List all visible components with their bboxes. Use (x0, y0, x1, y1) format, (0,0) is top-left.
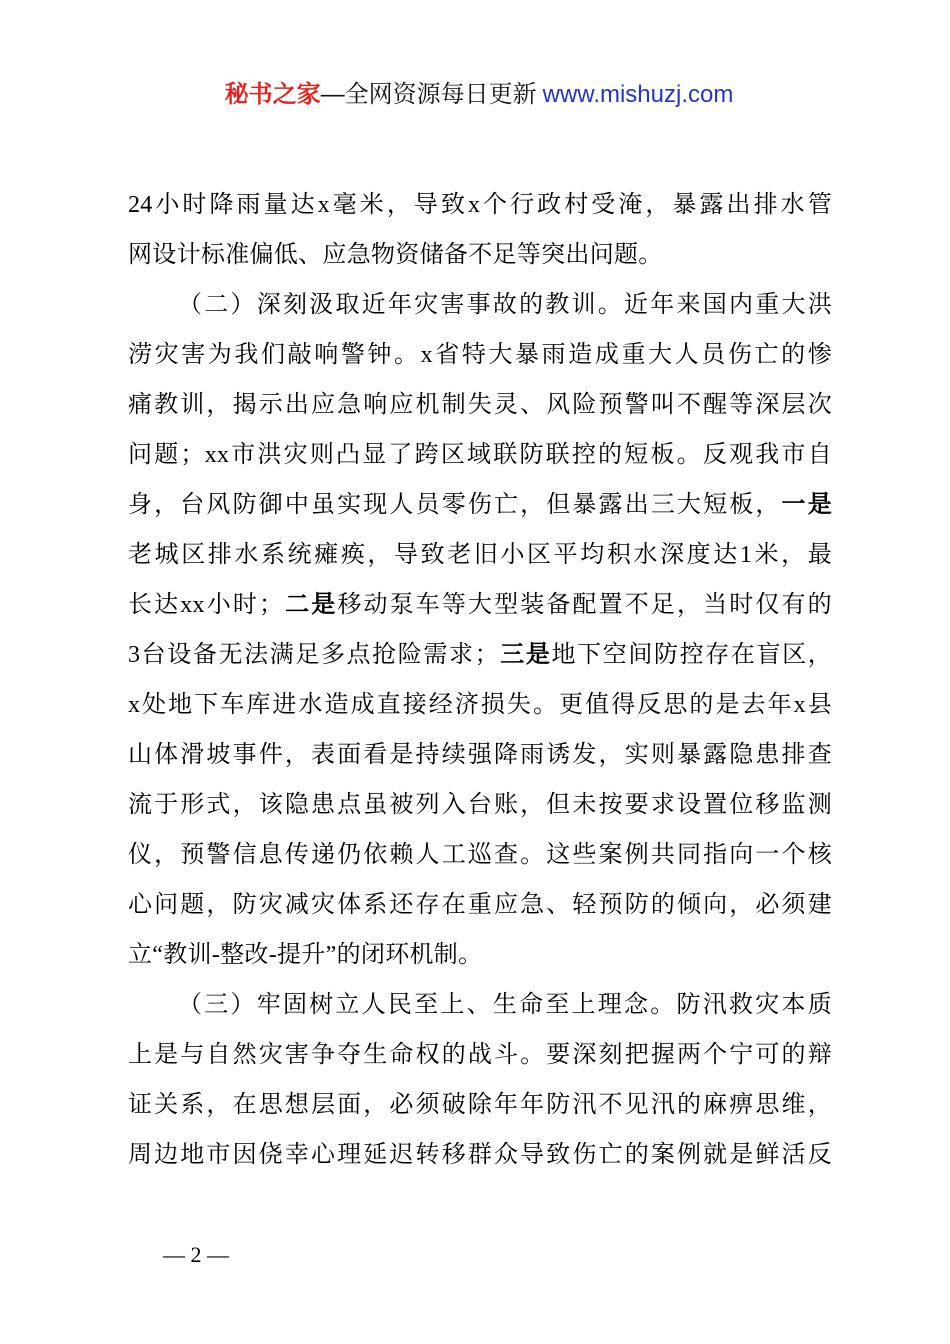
text-line: 痛教训，揭示出应急响应机制失灵、风险预警叫不醒等深层次 (128, 392, 832, 418)
emphasis-marker: 三是 (498, 642, 552, 668)
text-segment: 身，台风防御中虽实现人员零伤亡，但暴露出三大短板， (128, 492, 782, 518)
text-segment: 长达xx小时； (128, 592, 284, 618)
text-line: （三）牢固树立人民至上、生命至上理念。防汛救灾本质 (178, 992, 832, 1018)
text-line: 问题；xx市洪灾则凸显了跨区域联防联控的短板。反观我市自 (128, 442, 832, 468)
text-line (128, 580, 832, 630)
site-url: www.mishuzj.com (542, 81, 734, 108)
text-line: 仪，预警信息传递仍依赖人工巡查。这些案例共同指向一个核 (128, 842, 832, 868)
text-line: 心问题，防灾减灾体系还存在重应急、轻预防的倾向，必须建 (128, 892, 832, 918)
text-line: （二）深刻汲取近年灾害事故的教训。近年来国内重大洪 (178, 292, 832, 318)
text-line (128, 480, 832, 530)
paragraph-people-first (128, 980, 832, 1180)
paragraph-lessons (128, 280, 832, 980)
header-tagline: —全网资源每日更新 (320, 81, 537, 108)
text-line: x处地下车库进水造成直接经济损失。更值得反思的是去年x县 (128, 692, 832, 718)
text-line: 上是与自然灾害争夺生命权的战斗。要深刻把握两个宁可的辩 (128, 1042, 832, 1068)
paragraph-continued (128, 180, 832, 280)
text-line (128, 630, 832, 680)
text-line: 山体滑坡事件，表面看是持续强降雨诱发，实则暴露隐患排查 (128, 742, 832, 768)
text-segment: 3台设备无法满足多点抢险需求； (128, 642, 499, 668)
text-line: 老城区排水系统瘫痪，导致老旧小区平均积水深度达1米，最 (128, 542, 832, 568)
text-line: 周边地市因侥幸心理延迟转移群众导致伤亡的案例就是鲜活反 (128, 1142, 832, 1168)
text-line: 涝灾害为我们敲响警钟。x省特大暴雨造成重大人员伤亡的惨 (128, 342, 832, 368)
text-line: 流于形式，该隐患点虽被列入台账，但未按要求设置位移监测 (128, 792, 832, 818)
site-header (0, 72, 950, 118)
text-segment: 移动泵车等大型装备配置不足，当时仅有的 (337, 592, 832, 618)
text-line: 网设计标准偏低、应急物资储备不足等突出问题。 (128, 242, 663, 268)
brand-name: 秘书之家 (224, 81, 321, 108)
emphasis-marker: 一是 (781, 492, 832, 518)
text-line: 立“教训-整改-提升”的闭环机制。 (128, 942, 483, 968)
page-number: — 2 — (163, 1242, 229, 1267)
document-body (128, 180, 832, 1180)
text-line: 证关系，在思想层面，必须破除年年防汛不见汛的麻痹思维， (128, 1092, 832, 1118)
text-line: 24小时降雨量达x毫米，导致x个行政村受淹，暴露出排水管 (128, 192, 832, 218)
text-segment: 地下空间防控存在盲区， (551, 642, 832, 668)
emphasis-marker: 二是 (283, 592, 338, 618)
